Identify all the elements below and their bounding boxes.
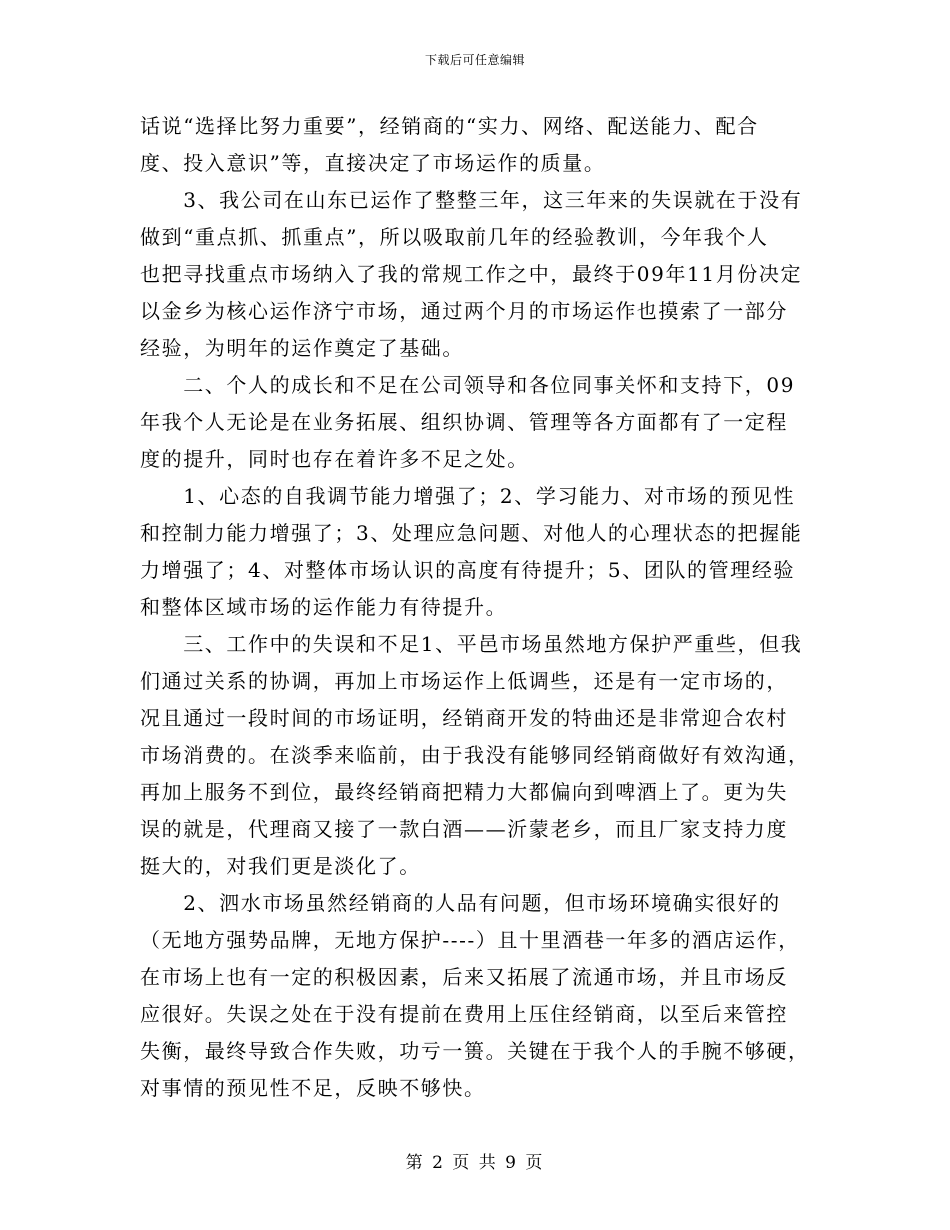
text-line: （无地方强势品牌，无地方保护----）且十里酒巷一年多的酒店运作，: [140, 928, 800, 952]
text-line: 误的就是，代理商又接了一款白酒——沂蒙老乡，而且厂家支持力度: [140, 817, 788, 841]
text-line: 度的提升，同时也存在着许多不足之处。: [140, 447, 529, 471]
text-line: 做到“重点抓、抓重点”，所以吸取前几年的经验教训，今年我个人: [140, 225, 769, 249]
text-line: 和控制力能力增强了；3、处理应急问题、对他人的心理状态的把握能: [140, 521, 803, 545]
text-line: 市场消费的。在淡季来临前，由于我没有能够同经销商做好有效沟通，: [140, 743, 810, 767]
text-line: 们通过关系的协调，再加上市场运作上低调些，还是有一定市场的，: [140, 669, 788, 693]
page-footer: 第 2 页 共 9 页: [405, 1153, 545, 1173]
text-line: 挺大的，对我们更是淡化了。: [140, 854, 421, 878]
text-line: 度、投入意识”等，直接决定了市场运作的质量。: [140, 151, 606, 175]
text-line: 况且通过一段时间的市场证明，经销商开发的特曲还是非常迎合农村: [140, 706, 788, 730]
text-line: 在市场上也有一定的积极因素，后来又拓展了流通市场，并且市场反: [140, 965, 788, 989]
text-line: 也把寻找重点市场纳入了我的常规工作之中，最终于09年11月份决定: [140, 262, 803, 286]
text-line: 再加上服务不到位，最终经销商把精力大都偏向到啤酒上了。更为失: [140, 780, 788, 804]
text-line: 对事情的预见性不足，反映不够快。: [140, 1076, 486, 1100]
text-line: 二、个人的成长和不足在公司领导和各位同事关怀和支持下，09: [140, 373, 796, 397]
text-line: 应很好。失误之处在于没有提前在费用上压住经销商，以至后来管控: [140, 1002, 788, 1026]
document-body: [140, 108, 812, 1107]
page-header: 下载后可任意编辑: [424, 53, 525, 67]
text-line: 3、我公司在山东已运作了整整三年，这三年来的失误就在于没有: [140, 188, 803, 212]
text-line: 经验，为明年的运作奠定了基础。: [140, 336, 464, 360]
text-line: 力增强了；4、对整体市场认识的高度有待提升；5、团队的管理经验: [140, 558, 796, 582]
text-line: 话说“选择比努力重要”，经销商的“实力、网络、配送能力、配合: [140, 114, 759, 138]
text-line: 年我个人无论是在业务拓展、组织协调、管理等各方面都有了一定程: [140, 410, 788, 434]
text-line: 和整体区域市场的运作能力有待提升。: [140, 595, 508, 619]
text-line: 三、工作中的失误和不足1、平邑市场虽然地方保护严重些，但我: [140, 632, 803, 656]
text-line: 1、心态的自我调节能力增强了；2、学习能力、对市场的预见性: [140, 484, 796, 508]
text-line: 失衡，最终导致合作失败，功亏一篑。关键在于我个人的手腕不够硬，: [140, 1039, 810, 1063]
text-line: 以金乡为核心运作济宁市场，通过两个月的市场运作也摸索了一部分: [140, 299, 788, 323]
text-line: 2、泗水市场虽然经销商的人品有问题，但市场环境确实很好的: [140, 891, 781, 915]
